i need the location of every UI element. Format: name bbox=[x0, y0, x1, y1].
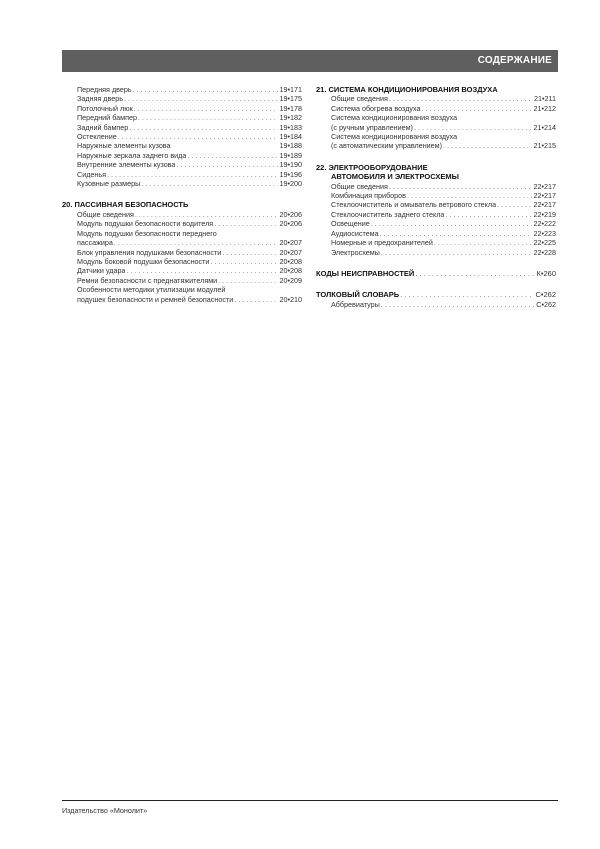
toc-entry-label: Блок управления подушками безопасности bbox=[77, 247, 222, 257]
toc-entry[interactable] bbox=[62, 132, 302, 141]
toc-glossary-page: С•262 bbox=[535, 290, 556, 300]
toc-entry-page: 19•184 bbox=[279, 132, 302, 142]
toc-entry-label: подушек безопасности и ремней безопасности bbox=[77, 294, 234, 304]
toc-glossary[interactable] bbox=[316, 290, 556, 299]
leader-dots bbox=[443, 141, 532, 150]
toc-entry[interactable] bbox=[316, 191, 556, 200]
toc-entry-page: 19•183 bbox=[279, 122, 302, 132]
toc-entry-label: Задняя дверь bbox=[77, 94, 123, 104]
leader-dots bbox=[214, 219, 278, 228]
toc-entry-page: 20•206 bbox=[279, 219, 302, 229]
toc-entry[interactable] bbox=[62, 276, 302, 285]
leader-dots bbox=[135, 210, 279, 219]
toc-entry[interactable] bbox=[62, 257, 302, 266]
header-bar bbox=[62, 50, 558, 72]
toc-entry-page: 20•208 bbox=[279, 266, 302, 276]
toc-entry[interactable] bbox=[316, 248, 556, 257]
toc-entry-page: 19•182 bbox=[279, 113, 302, 123]
toc-entry[interactable] bbox=[62, 151, 302, 160]
toc-entry-page: 19•188 bbox=[279, 141, 302, 151]
spacer bbox=[316, 151, 556, 163]
leader-dots bbox=[234, 295, 278, 304]
toc-entry-label: Наружные элементы кузова bbox=[77, 141, 171, 151]
toc-entry-page: 19•189 bbox=[279, 150, 302, 160]
leader-dots bbox=[422, 104, 533, 113]
toc-entry-page: 22•225 bbox=[533, 238, 556, 248]
toc-entry-label: Электросхемы bbox=[331, 247, 380, 257]
section-title-22: 22. ЭЛЕКТРООБОРУДОВАНИЕ bbox=[316, 162, 428, 172]
toc-entry[interactable] bbox=[62, 210, 302, 219]
toc-entry-label: (с ручным управлением) bbox=[331, 122, 413, 132]
toc-right-column bbox=[316, 85, 556, 309]
page-title: СОДЕРЖАНИЕ bbox=[477, 55, 552, 66]
toc-entry-label: Аббревиатуры bbox=[331, 299, 380, 309]
leader-dots bbox=[497, 200, 532, 209]
toc-fault-codes-page: К•260 bbox=[536, 268, 556, 278]
toc-entry-page: 20•206 bbox=[279, 209, 302, 219]
leader-dots bbox=[414, 123, 533, 132]
toc-entry-label: Комбинация приборов bbox=[331, 191, 406, 201]
leader-dots bbox=[129, 123, 278, 132]
toc-entry-label: Модуль подушки безопасности водителя bbox=[77, 219, 214, 229]
toc-entry-page: 19•175 bbox=[279, 94, 302, 104]
section-title-22-text: АВТОМОБИЛЯ И ЭЛЕКТРОСХЕМЫ bbox=[331, 172, 459, 182]
toc-entry[interactable] bbox=[62, 248, 302, 257]
leader-dots bbox=[126, 266, 278, 275]
toc-entry-label: Задний бампер bbox=[77, 122, 129, 132]
leader-dots bbox=[381, 248, 533, 257]
leader-dots bbox=[380, 229, 533, 238]
toc-entry[interactable] bbox=[316, 210, 556, 219]
toc-entry-label: пассажира bbox=[77, 238, 113, 248]
toc-entry-label: Модуль боковой подушки безопасности bbox=[77, 256, 210, 266]
toc-entry-page: 19•178 bbox=[279, 103, 302, 113]
leader-dots bbox=[389, 182, 533, 191]
toc-entry-label: Общие сведения bbox=[331, 181, 388, 191]
toc-entry-label-line: Система кондиционирования воздуха bbox=[331, 132, 458, 142]
toc-fault-codes-label: КОДЫ НЕИСПРАВНОСТЕЙ bbox=[316, 268, 415, 278]
toc-entry[interactable] bbox=[62, 238, 302, 247]
leader-dots bbox=[134, 104, 279, 113]
leader-dots bbox=[407, 191, 532, 200]
toc-entry[interactable] bbox=[316, 182, 556, 191]
toc-entry-label: Номерные и предохранителей bbox=[331, 238, 433, 248]
toc-entry-label-line: Модуль подушки безопасности переднего bbox=[77, 228, 217, 238]
leader-dots bbox=[138, 113, 279, 122]
toc-entry-page: 22•217 bbox=[533, 200, 556, 210]
toc-entry-page: 20•209 bbox=[279, 275, 302, 285]
toc-entry-label: Внутренние элементы кузова bbox=[77, 160, 176, 170]
leader-dots bbox=[445, 210, 532, 219]
toc-entry[interactable] bbox=[316, 94, 556, 103]
leader-dots bbox=[210, 257, 278, 266]
leader-dots bbox=[124, 94, 279, 103]
toc-entry[interactable] bbox=[316, 141, 556, 150]
toc-entry-label: (с автоматическим управлением) bbox=[331, 141, 443, 151]
toc-entry[interactable] bbox=[62, 123, 302, 132]
footer-divider bbox=[62, 800, 558, 801]
leader-dots bbox=[218, 276, 278, 285]
leader-dots bbox=[107, 170, 278, 179]
leader-dots bbox=[371, 219, 533, 228]
toc-entry[interactable] bbox=[62, 219, 302, 228]
toc-entry-page: 22•228 bbox=[533, 247, 556, 257]
toc-fault-codes[interactable] bbox=[316, 269, 556, 278]
toc-entry-page: 22•217 bbox=[533, 181, 556, 191]
toc-entry-label: Сиденья bbox=[77, 169, 107, 179]
leader-dots bbox=[381, 300, 536, 309]
toc-entry-page: 19•196 bbox=[279, 169, 302, 179]
toc-entry-page: 19•190 bbox=[279, 160, 302, 170]
spacer bbox=[62, 188, 302, 200]
toc-entry[interactable] bbox=[62, 104, 302, 113]
toc-entry-page: 19•200 bbox=[279, 179, 302, 189]
toc-entry-label-line: Система кондиционирования воздуха bbox=[331, 113, 458, 123]
section-title-21: 21. СИСТЕМА КОНДИЦИОНИРОВАНИЯ ВОЗДУХА bbox=[316, 85, 498, 94]
toc-entry-page: 20•208 bbox=[279, 256, 302, 266]
toc-entry-label: Кузовные размеры bbox=[77, 179, 141, 189]
toc-entry-label: Датчики удара bbox=[77, 266, 126, 276]
toc-entry[interactable] bbox=[316, 238, 556, 247]
toc-entry-label-line: Особенности методики утилизации модулей bbox=[77, 285, 226, 295]
section-title-20: 20. ПАССИВНАЯ БЕЗОПАСНОСТЬ bbox=[62, 200, 189, 210]
toc-entry-page: 22•219 bbox=[533, 209, 556, 219]
leader-dots bbox=[400, 290, 534, 299]
toc-entry-label: Стеклоочиститель и омыватель ветрового стекла bbox=[331, 200, 497, 210]
leader-dots bbox=[118, 132, 279, 141]
leader-dots bbox=[222, 248, 278, 257]
toc-entry[interactable] bbox=[62, 170, 302, 179]
toc-entry-page: 20•210 bbox=[279, 294, 302, 304]
toc-entry-label: Аудиосистема bbox=[331, 228, 379, 238]
toc-entry[interactable] bbox=[62, 179, 302, 188]
toc-entry[interactable] bbox=[316, 229, 556, 238]
toc-entry-label: Общие сведения bbox=[331, 94, 388, 104]
toc-entry-page: 19•171 bbox=[279, 85, 302, 94]
toc-entry[interactable] bbox=[62, 113, 302, 122]
toc-entry-page: 21•214 bbox=[533, 122, 556, 132]
toc-entry[interactable] bbox=[316, 123, 556, 132]
leader-dots bbox=[187, 151, 278, 160]
toc-entry[interactable] bbox=[62, 141, 302, 150]
toc-entry[interactable] bbox=[316, 104, 556, 113]
toc-entry-page: 22•223 bbox=[533, 228, 556, 238]
toc-entry-label: Система обогрева воздуха bbox=[331, 103, 421, 113]
toc-entry[interactable] bbox=[62, 85, 302, 94]
leader-dots bbox=[389, 94, 533, 103]
toc-entry-label: Освещение bbox=[331, 219, 370, 229]
toc-entry-label: Потолочный люк bbox=[77, 103, 133, 113]
toc-entry-page: 22•217 bbox=[533, 191, 556, 201]
spacer bbox=[316, 278, 556, 290]
toc-entry-page: 22•222 bbox=[533, 219, 556, 229]
leader-dots bbox=[133, 85, 279, 94]
toc-left-column bbox=[62, 85, 302, 304]
toc-entry-page: 20•207 bbox=[279, 247, 302, 257]
toc-entry-page: 21•212 bbox=[533, 103, 556, 113]
leader-dots bbox=[415, 269, 535, 278]
toc-entry-page: 20•207 bbox=[279, 238, 302, 248]
toc-entry-label: Общие сведения bbox=[77, 209, 134, 219]
toc-entry[interactable] bbox=[62, 266, 302, 275]
toc-entry[interactable] bbox=[62, 94, 302, 103]
toc-entry-label: Остекление bbox=[77, 132, 117, 142]
toc-entry-label: Наружные зеркала заднего вида bbox=[77, 150, 187, 160]
toc-entry-label: Ремни безопасности с преднатяжителями bbox=[77, 275, 218, 285]
toc-entry-page: 21•211 bbox=[534, 94, 556, 104]
toc-entry[interactable] bbox=[62, 295, 302, 304]
leader-dots bbox=[114, 238, 279, 247]
toc-entry-label: Передний бампер bbox=[77, 113, 137, 123]
section-title-22-line2 bbox=[316, 172, 556, 181]
toc-glossary-label: ТОЛКОВЫЙ СЛОВАРЬ bbox=[316, 290, 400, 300]
toc-entry[interactable] bbox=[316, 219, 556, 228]
footer-publisher: Издательство «Монолит» bbox=[62, 806, 148, 815]
toc-entry-label: Стеклоочиститель заднего стекла bbox=[331, 209, 445, 219]
leader-dots bbox=[434, 238, 533, 247]
leader-dots bbox=[176, 160, 278, 169]
toc-entry-page: 21•215 bbox=[533, 141, 556, 151]
toc-entry[interactable] bbox=[316, 200, 556, 209]
leader-dots bbox=[141, 179, 278, 188]
toc-entry[interactable] bbox=[316, 300, 556, 309]
toc-entry-label: Передняя дверь bbox=[77, 85, 132, 94]
spacer bbox=[316, 257, 556, 269]
toc-entry-page: С•262 bbox=[536, 299, 556, 309]
toc-entry[interactable] bbox=[62, 160, 302, 169]
